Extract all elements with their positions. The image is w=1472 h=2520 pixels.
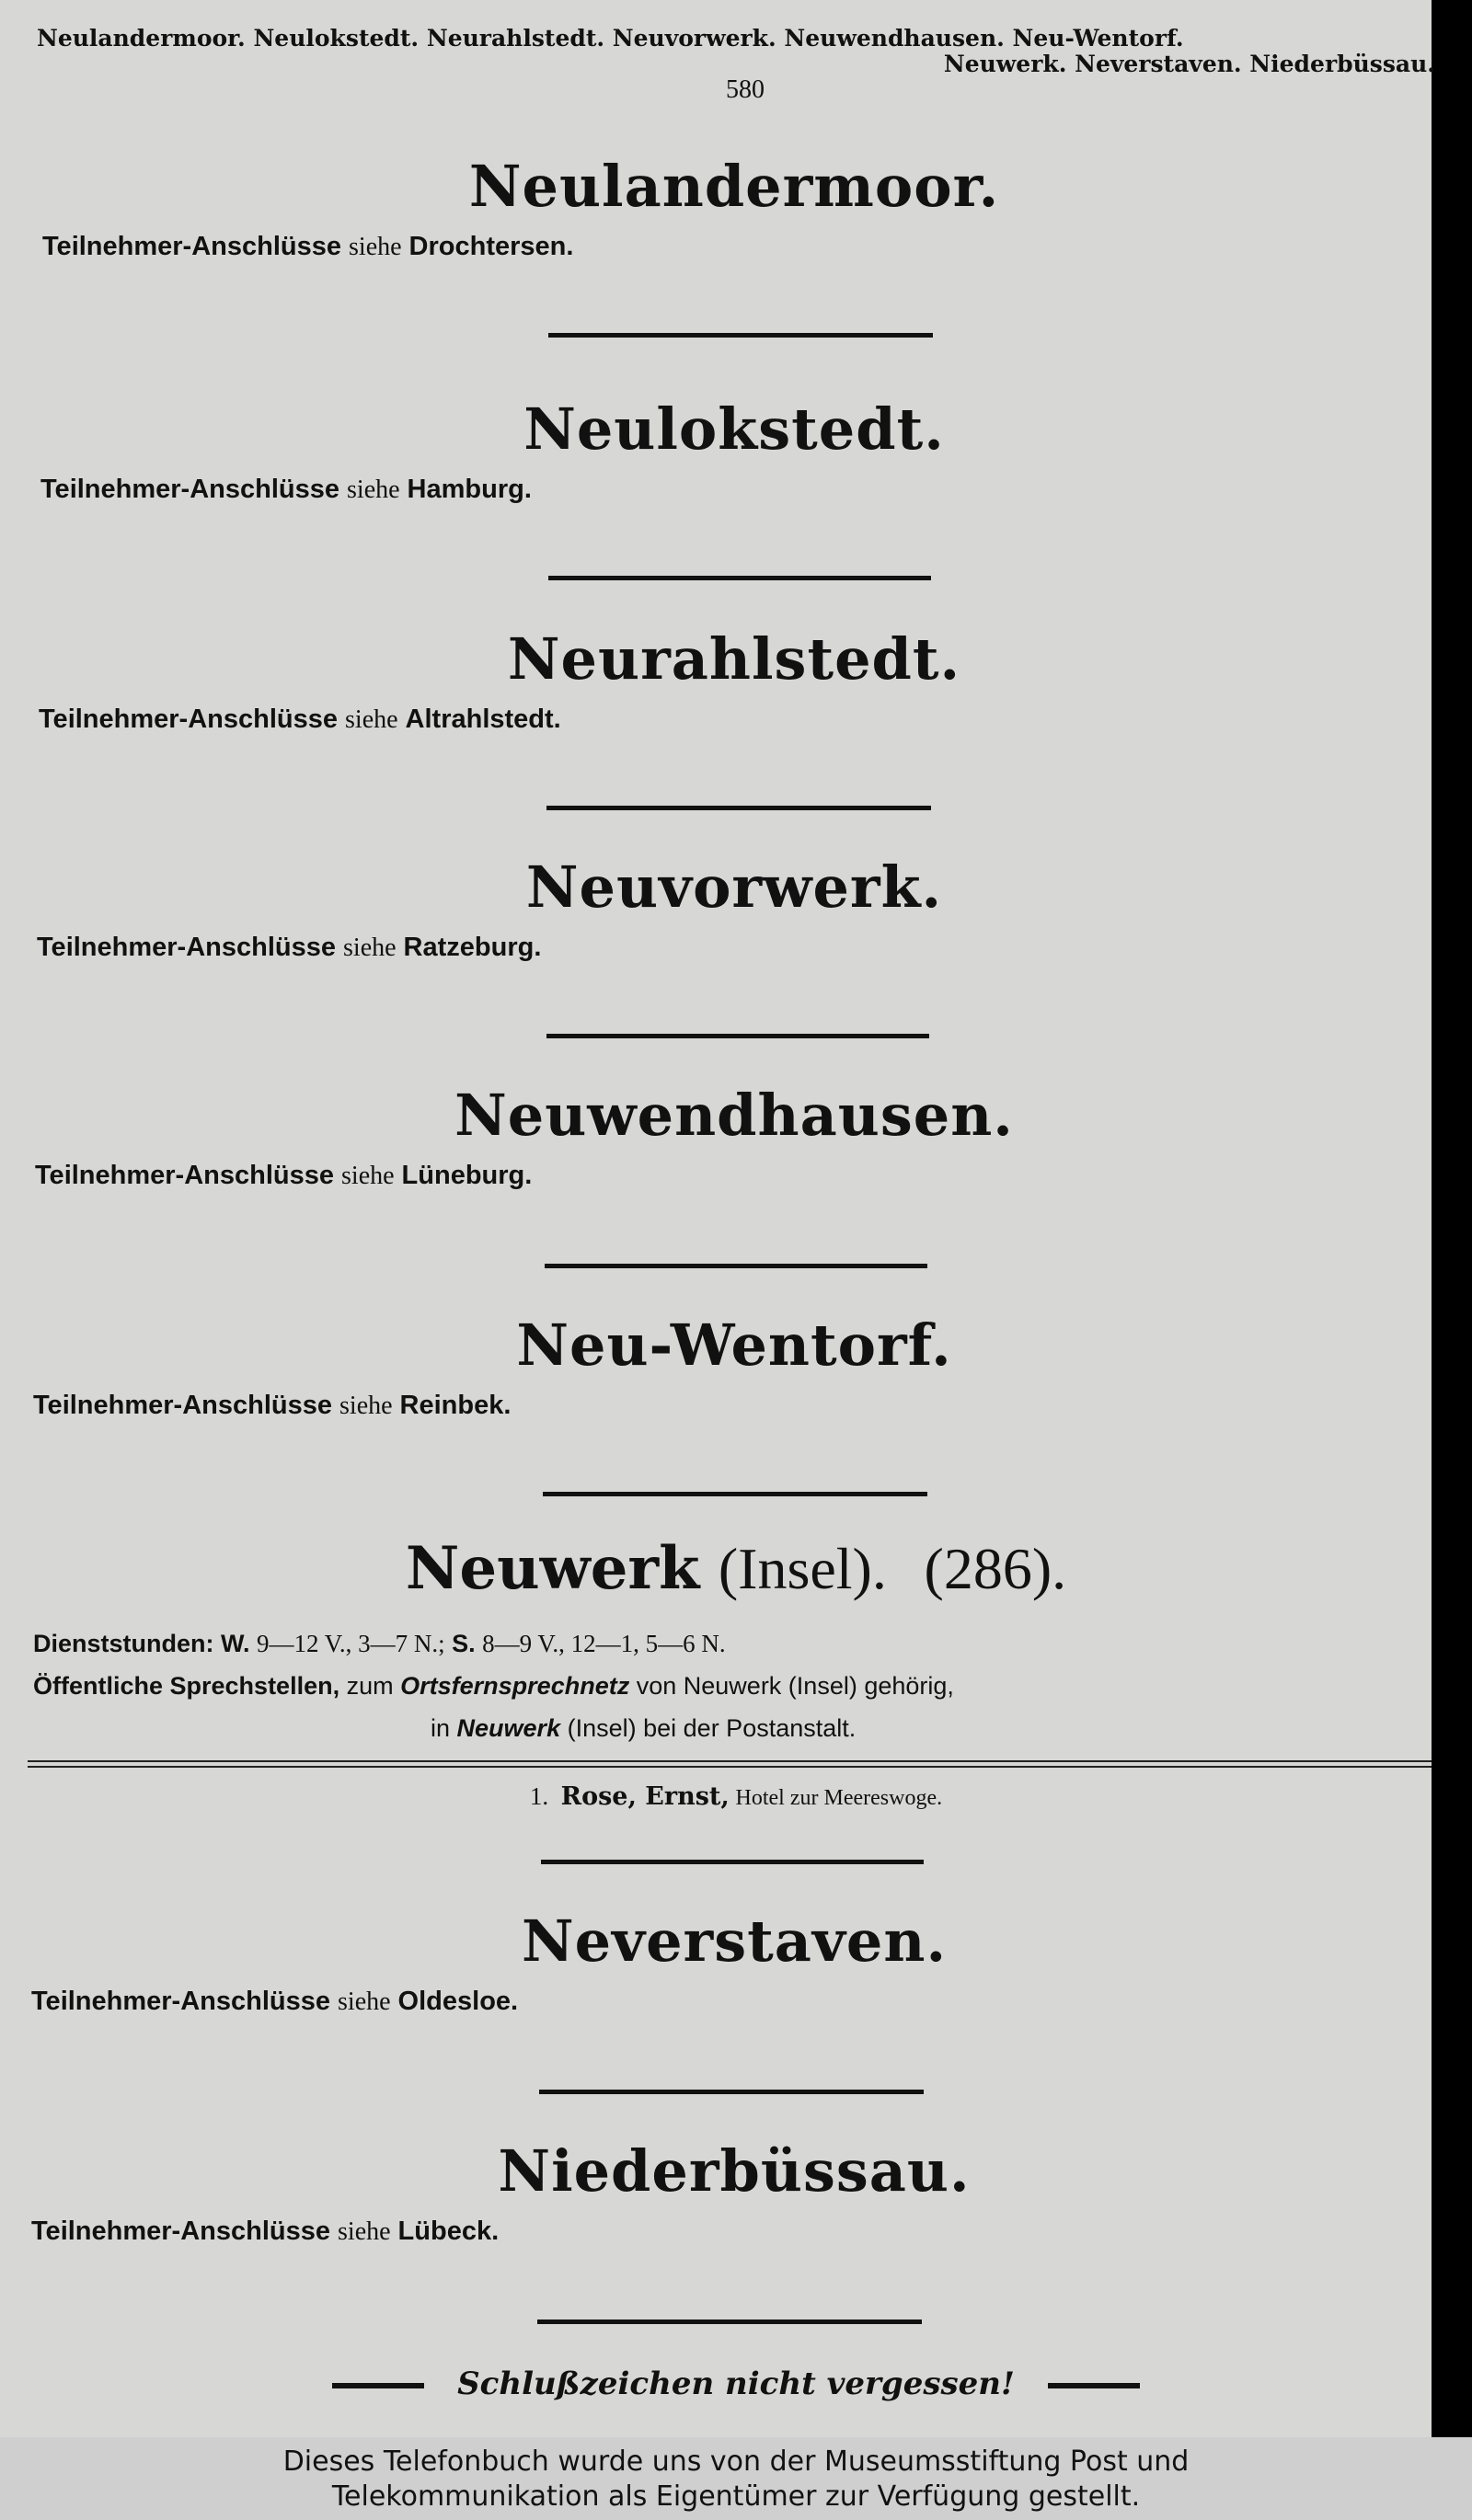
archive-footer — [0, 2437, 1472, 2520]
section-divider — [546, 1034, 929, 1038]
reference-line — [35, 1161, 1432, 1191]
section-divider — [543, 1492, 927, 1496]
reference-target: Reinbek. — [399, 1391, 512, 1420]
closing-text: Schlußzeichen nicht vergessen! — [457, 2365, 1015, 2402]
scan-edge — [1432, 0, 1472, 2437]
dash-right — [1048, 2383, 1140, 2388]
siehe-text: siehe — [347, 475, 400, 504]
section-divider — [537, 2320, 922, 2324]
dienststunden-line — [33, 1622, 726, 1665]
reference-label: Teilnehmer-Anschlüsse — [31, 1987, 331, 2016]
section-neulokstedt — [0, 397, 1432, 505]
sprech-text-1: zum — [346, 1672, 394, 1700]
entry-description: Hotel zur Meereswoge. — [735, 1786, 943, 1810]
sprech-net: Ortsfernsprechnetz — [400, 1672, 630, 1700]
section-neu-wentorf — [0, 1313, 1432, 1421]
section-title: Neuvorwerk. — [525, 853, 943, 921]
sprechstellen-line — [33, 1665, 954, 1707]
section-divider — [545, 1264, 927, 1268]
reference-target: Altrahlstedt. — [405, 704, 561, 734]
reference-label: Teilnehmer-Anschlüsse — [31, 2216, 331, 2246]
entry-number: 1. — [529, 1782, 549, 1810]
section-divider — [548, 333, 933, 338]
siehe-text: siehe — [349, 233, 402, 261]
reference-line — [39, 704, 1432, 735]
reference-label: Teilnehmer-Anschlüsse — [37, 933, 337, 962]
header-line-2: Neuwerk. Neverstaven. Niederbüssau. — [943, 51, 1435, 77]
sunday-label: S. — [452, 1630, 476, 1657]
siehe-text: siehe — [343, 934, 397, 962]
weekday-hours: 9—12 V., 3—7 N.; — [257, 1630, 445, 1657]
reference-label: Teilnehmer-Anschlüsse — [33, 1391, 333, 1420]
closing-reminder — [0, 2365, 1472, 2402]
sprech-label: Öffentliche Sprechstellen, — [33, 1672, 340, 1700]
section-neuvorwerk — [0, 855, 1432, 963]
neuwerk-number: (286). — [924, 1536, 1067, 1601]
sunday-hours: 8—9 V., 12—1, 5—6 N. — [482, 1630, 726, 1657]
sprechstellen-line-2 — [431, 1707, 856, 1749]
section-neuwendhausen — [0, 1083, 1432, 1191]
reference-label: Teilnehmer-Anschlüsse — [40, 475, 340, 504]
section-title: Neurahlstedt. — [507, 625, 961, 693]
section-neverstaven — [0, 1909, 1432, 2017]
reference-label: Teilnehmer-Anschlüsse — [42, 232, 342, 261]
double-rule-top — [28, 1760, 1432, 1762]
section-title: Neuwendhausen. — [454, 1082, 1014, 1149]
siehe-text: siehe — [345, 705, 398, 734]
section-neulandermoor — [0, 155, 1432, 262]
reference-target: Lübeck. — [397, 2216, 500, 2246]
page-number: 580 — [726, 75, 765, 104]
footer-line-1: Dieses Telefonbuch wurde uns von der Museumsstiftung Post und — [282, 2446, 1190, 2478]
reference-target: Drochtersen. — [408, 232, 574, 261]
reference-target: Hamburg. — [407, 475, 532, 504]
section-neurahlstedt — [0, 627, 1432, 735]
header-line-1: Neulandermoor. Neulokstedt. Neurahlstedt. Neuvorwerk. Neuwendhausen. Neu-Wentorf. — [37, 25, 1184, 52]
section-title: Neulokstedt. — [523, 395, 945, 463]
section-divider — [546, 806, 931, 810]
dienst-label: Dienststunden: — [33, 1630, 214, 1657]
reference-target: Ratzeburg. — [403, 933, 542, 962]
reference-line — [33, 1391, 1432, 1421]
siehe-text: siehe — [341, 1162, 395, 1190]
section-divider — [539, 2090, 924, 2094]
siehe-text: siehe — [338, 2217, 391, 2246]
section-divider — [541, 1860, 924, 1864]
sprech-line2-a: in — [431, 1714, 451, 1742]
footer-line-2: Telekommunikation als Eigentümer zur Verfügung gestellt. — [331, 2480, 1141, 2513]
sprech-text-2: von Neuwerk (Insel) gehörig, — [636, 1672, 954, 1700]
neuwerk-insel: (Insel). — [718, 1536, 887, 1601]
siehe-text: siehe — [339, 1392, 393, 1420]
siehe-text: siehe — [338, 1987, 391, 2016]
subscriber-entry — [0, 1782, 1472, 1811]
weekday-label: W. — [221, 1630, 250, 1657]
section-title: Neu-Wentorf. — [516, 1312, 952, 1379]
reference-line — [31, 2216, 1432, 2247]
sprech-line2-b: Neuwerk — [456, 1714, 561, 1742]
section-niederbuessau — [0, 2139, 1432, 2247]
reference-line — [40, 475, 1432, 505]
reference-target: Oldesloe. — [397, 1987, 519, 2016]
reference-line — [37, 933, 1432, 963]
running-header — [37, 26, 1435, 77]
reference-target: Lüneburg. — [401, 1161, 533, 1190]
section-title: Neverstaven. — [521, 1907, 948, 1975]
section-divider — [548, 576, 931, 580]
sprech-line2-c: (Insel) bei der Postanstalt. — [567, 1714, 857, 1742]
section-title: Niederbüssau. — [498, 2137, 971, 2205]
entry-name: Rose, Ernst, — [560, 1782, 730, 1811]
reference-line — [42, 232, 1432, 262]
reference-line — [31, 1987, 1432, 2017]
section-title: Neulandermoor. — [468, 153, 1000, 220]
section-title-neuwerk — [0, 1534, 1472, 1604]
double-rule-bottom — [28, 1766, 1432, 1768]
neuwerk-name: Neuwerk — [405, 1534, 700, 1603]
reference-label: Teilnehmer-Anschlüsse — [35, 1161, 335, 1190]
dash-left — [332, 2383, 424, 2388]
reference-label: Teilnehmer-Anschlüsse — [39, 704, 339, 734]
